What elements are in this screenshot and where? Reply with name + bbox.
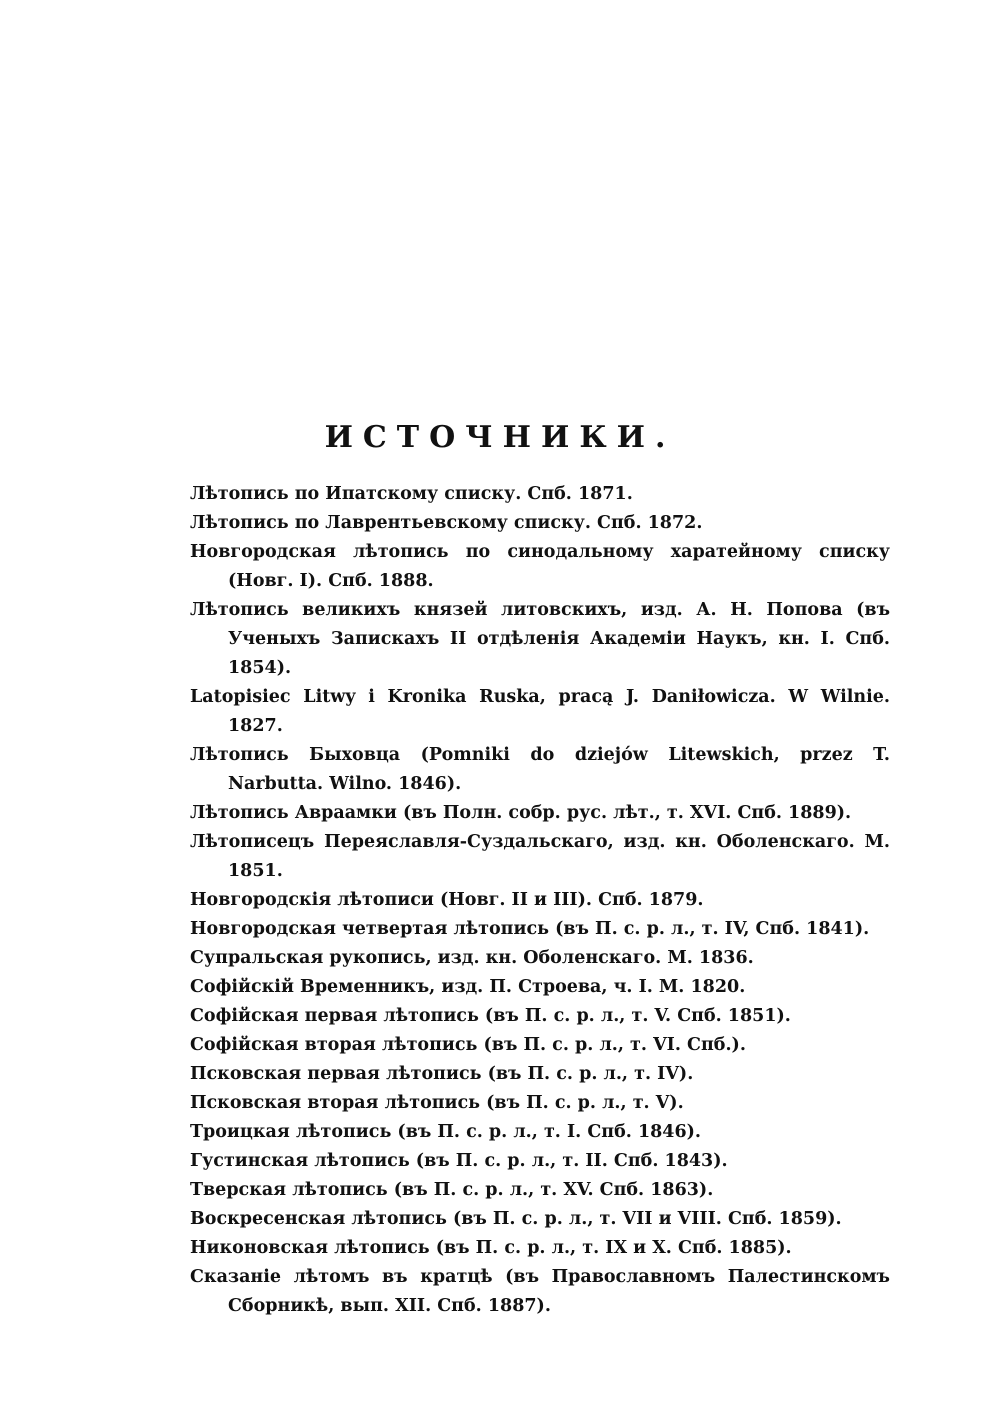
source-entry: Софійская первая лѣтопись (въ П. с. р. л., т. V. Спб. 1851). (190, 1006, 791, 1026)
page-title: ИСТОЧНИКИ. (324, 420, 676, 455)
source-entry: Никоновская лѣтопись (въ П. с. р. л., т. IX и X. Спб. 1885). (190, 1238, 792, 1258)
source-entry: Latopisiec Litwy i Kronika Ruska, pracą J. Daniłowicza. W Wilnie. 1827. (190, 687, 890, 736)
source-entry: Троицкая лѣтопись (въ П. с. р. л., т. I. Спб. 1846). (190, 1122, 702, 1142)
source-entry: Псковская первая лѣтопись (въ П. с. р. л., т. IV). (190, 1064, 694, 1084)
source-entry: Густинская лѣтопись (въ П. с. р. л., т. II. Спб. 1843). (190, 1151, 728, 1171)
source-entry: Новгородская лѣтопись по синодальному харатейному списку (Новг. I). Спб. 1888. (190, 542, 890, 591)
source-entry: Супральская рукопись, изд. кн. Оболенскаго. М. 1836. (190, 948, 754, 968)
source-entry: Лѣтопись великихъ князей литовскихъ, изд. А. Н. Попова (въ Ученыхъ Запискахъ II отдѣленія Академіи Наукъ, кн. I. Спб. 1854). (190, 600, 890, 678)
source-entry: Тверская лѣтопись (въ П. с. р. л., т. XV. Спб. 1863). (190, 1180, 714, 1200)
source-entry: Воскресенская лѣтопись (въ П. с. р. л., т. VII и VIII. Спб. 1859). (190, 1209, 842, 1229)
source-entry: Новгородскія лѣтописи (Новг. II и III). Спб. 1879. (190, 890, 704, 910)
source-entry: Псковская вторая лѣтопись (въ П. с. р. л., т. V). (190, 1093, 684, 1113)
source-entry: Лѣтопись по Ипатскому списку. Спб. 1871. (190, 484, 633, 504)
source-entry: Лѣтопись Быховца (Pomniki do dziejów Litewskich, przez T. Narbutta. Wilno. 1846). (190, 745, 890, 794)
source-entry: Сказаніе лѣтомъ въ кратцѣ (въ Православномъ Палестинскомъ Сборникѣ, вып. XII. Спб. 1887). (190, 1267, 890, 1316)
source-entry: Лѣтопись Авраамки (въ Полн. собр. рус. лѣт., т. XVI. Спб. 1889). (190, 803, 852, 823)
source-entry: Софійская вторая лѣтопись (въ П. с. р. л., т. VI. Спб.). (190, 1035, 746, 1055)
source-entry: Лѣтопись по Лаврентьевскому списку. Спб. 1872. (190, 513, 703, 533)
source-entry: Лѣтописецъ Переяславля-Суздальскаго, изд. кн. Оболенскаго. М. 1851. (190, 832, 890, 881)
sources-list (190, 480, 890, 1321)
source-entry: Софійскій Временникъ, изд. П. Строева, ч. I. М. 1820. (190, 977, 746, 997)
source-entry: Новгородская четвертая лѣтопись (въ П. с. р. л., т. IV, Спб. 1841). (190, 919, 870, 939)
